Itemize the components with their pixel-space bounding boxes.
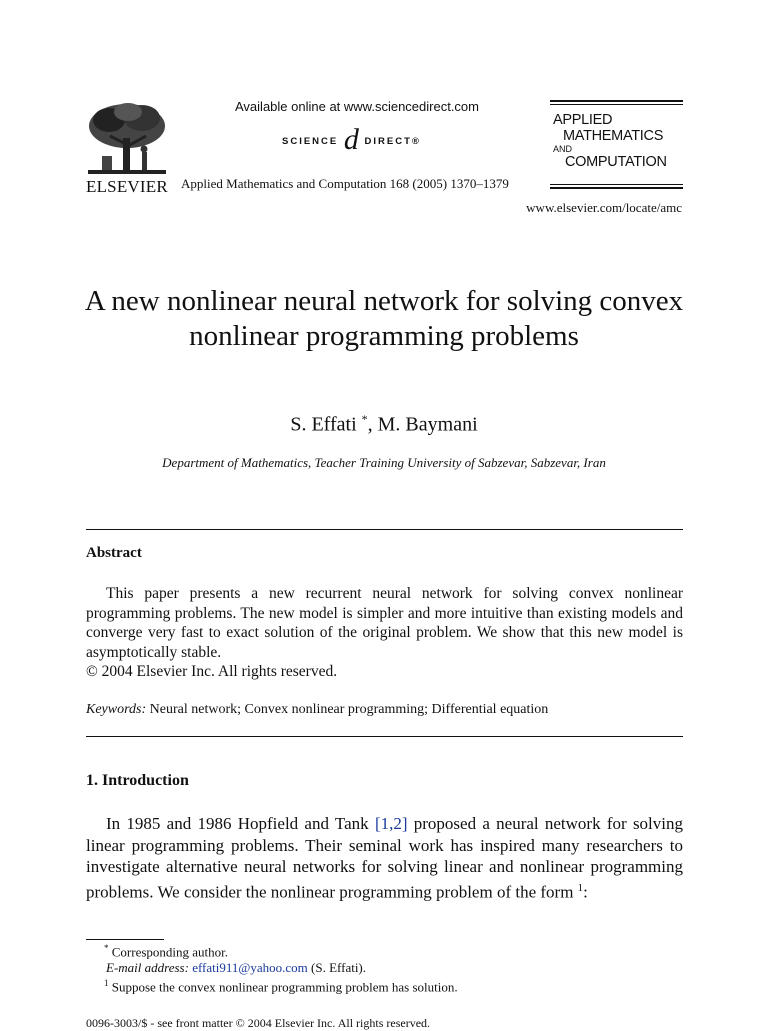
email-suffix: (S. Effati). xyxy=(307,960,367,975)
journal-logo-line1: APPLIED xyxy=(553,112,613,128)
keywords-text: Neural network; Convex nonlinear programming; Differential equation xyxy=(149,702,549,717)
footnote-star: * xyxy=(104,943,109,953)
article-title: A new nonlinear neural network for solving convex nonlinear programming problems xyxy=(84,285,684,352)
footnote-corresponding-text: Corresponding author. xyxy=(108,944,229,960)
affiliation: Department of Mathematics, Teacher Training University of Sabzevar, Sabzevar, Iran xyxy=(162,455,606,470)
author-list xyxy=(84,412,684,437)
sciencedirect-logo xyxy=(282,123,421,157)
intro-text-2: proposed a neural network for solving linear programming problems. Their seminal work has inspired many researchers to investigate alternative neural networks for solving linear and nonlinear programming problems. We consider the nonlinear programming problem of the form xyxy=(86,814,683,902)
abstract-top-rule xyxy=(86,529,683,530)
footnote-1-text: Suppose the convex nonlinear programming problem has solution. xyxy=(108,979,458,995)
sciencedirect-left: SCIENCE xyxy=(282,136,339,147)
citation-link[interactable]: [1,2] xyxy=(374,814,408,833)
footnote-1-mark: 1 xyxy=(104,978,109,988)
footnote-corresponding xyxy=(104,943,228,960)
intro-heading: 1. Introduction xyxy=(86,772,189,789)
keywords xyxy=(86,702,548,718)
intro-text-3: : xyxy=(583,882,588,902)
intro-text-1: In 1985 and 1986 Hopfield and Tank xyxy=(106,814,375,833)
author-baymani: M. Baymani xyxy=(377,413,478,436)
availability-line: Available online at www.sciencedirect.com xyxy=(235,99,479,114)
copyright-line: © 2004 Elsevier Inc. All rights reserved. xyxy=(86,663,338,680)
intro-paragraph xyxy=(86,813,683,903)
author-effati: S. Effati xyxy=(290,413,357,436)
sciencedirect-right: DIRECT xyxy=(364,136,412,147)
author-separator: , xyxy=(367,413,378,436)
abstract-body xyxy=(86,584,683,682)
journal-citation: Applied Mathematics and Computation 168 (2005) 1370–1379 xyxy=(181,176,509,191)
abstract-text: This paper presents a new recurrent neural network for solving convex nonlinear programming problems. The new model is simpler and more intuitive than existing models and converge very fast to exact solution of the original problem. We show that this new model is asymptotically stable. xyxy=(86,585,683,661)
sciencedirect-reg: ® xyxy=(411,136,421,147)
footnote-rule xyxy=(86,939,164,940)
journal-logo-and: AND xyxy=(553,144,573,154)
sciencedirect-mark: d xyxy=(343,123,359,156)
email-label: E-mail address: xyxy=(106,960,189,975)
abstract-bottom-rule xyxy=(86,736,683,737)
keywords-label: Keywords: xyxy=(86,702,147,717)
journal-logo xyxy=(550,100,683,192)
journal-logo-line4: COMPUTATION xyxy=(565,154,667,170)
email-link[interactable]: effati911@yahoo.com xyxy=(192,960,308,975)
corresponding-mark: * xyxy=(361,412,368,426)
publisher-name: ELSEVIER xyxy=(86,177,168,196)
footnote-ref-1[interactable]: 1 xyxy=(577,881,584,894)
footnote-1 xyxy=(104,978,458,995)
journal-website[interactable]: www.elsevier.com/locate/amc xyxy=(526,200,682,215)
footnote-email xyxy=(106,960,366,976)
abstract-heading: Abstract xyxy=(86,545,142,561)
journal-logo-line2: MATHEMATICS xyxy=(563,128,664,144)
elsevier-tree-logo xyxy=(84,100,170,178)
front-matter-line: 0096-3003/$ - see front matter © 2004 Elsevier Inc. All rights reserved. xyxy=(86,1016,431,1030)
